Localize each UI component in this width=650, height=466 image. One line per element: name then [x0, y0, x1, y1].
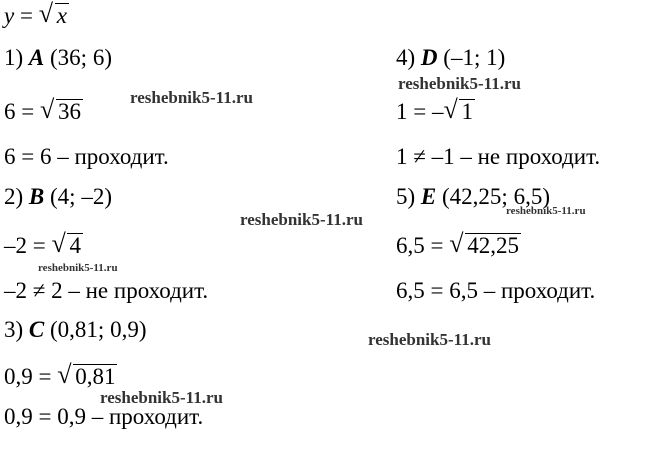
radical-sign: √ [39, 95, 55, 124]
sqrt-expression [449, 229, 521, 260]
function-equals: = [14, 3, 39, 28]
sqrt-expression [443, 95, 475, 126]
point-number: 4) [396, 45, 421, 70]
point-1-substitution [4, 95, 83, 126]
point-coords: (0,81; 0,9) [44, 317, 147, 342]
point-3-title [4, 316, 146, 344]
point-3-substitution [4, 360, 117, 391]
watermark: reshebnik5-11.ru [38, 262, 118, 274]
sqrt-expression [39, 95, 83, 126]
equation-lhs: –2 = [4, 233, 52, 258]
point-coords: (–1; 1) [437, 45, 506, 70]
radicand: 4 [69, 233, 81, 258]
point-3-result: 0,9 = 0,9 – проходит. [4, 404, 204, 429]
point-coords: (36; 6) [44, 45, 112, 70]
radicand: x [56, 3, 67, 28]
watermark: reshebnik5-11.ru [130, 88, 253, 107]
point-letter: B [28, 184, 45, 209]
point-coords: (42,25; 6,5) [436, 184, 550, 209]
equation-lhs: 6,5 = [396, 233, 450, 258]
point-4-result: 1 ≠ –1 – не проходит. [396, 144, 601, 169]
point-1-result: 6 = 6 – проходит. [4, 144, 169, 169]
watermark: reshebnik5-11.ru [398, 74, 521, 93]
point-4-substitution [396, 95, 475, 126]
point-letter: E [420, 184, 437, 209]
point-number: 1) [4, 45, 29, 70]
radicand: 1 [461, 99, 473, 124]
point-number: 5) [396, 184, 421, 209]
radical-sign: √ [51, 229, 66, 258]
point-letter: A [28, 45, 45, 70]
equation-lhs: 1 = – [396, 99, 444, 124]
point-number: 2) [4, 184, 29, 209]
point-1-title [4, 44, 112, 72]
point-5-result: 6,5 = 6,5 – проходит. [396, 278, 596, 303]
radicand: 42,25 [467, 233, 519, 258]
point-letter: C [28, 317, 45, 342]
point-2-result: –2 ≠ 2 – не проходит. [4, 278, 209, 303]
point-2-substitution [4, 229, 83, 260]
radicand: 0,81 [75, 364, 116, 389]
watermark: reshebnik5-11.ru [368, 330, 491, 349]
radical-sign: √ [449, 229, 464, 258]
watermark: reshebnik5-11.ru [100, 388, 223, 407]
point-number: 3) [4, 317, 29, 342]
function-definition [4, 2, 69, 30]
sqrt-expression [57, 360, 117, 391]
radical-sign: √ [57, 360, 72, 389]
watermark: reshebnik5-11.ru [506, 205, 586, 217]
point-2-title [4, 183, 112, 211]
equation-lhs: 6 = [4, 99, 40, 124]
point-4-title [396, 44, 505, 72]
watermark: reshebnik5-11.ru [240, 210, 363, 229]
radicand: 36 [57, 99, 81, 124]
radical-sign: √ [443, 95, 458, 124]
radical-sign: √ [38, 0, 53, 28]
point-coords: (4; –2) [44, 184, 112, 209]
sqrt-expression [51, 229, 83, 260]
point-letter: D [420, 45, 438, 70]
sqrt-expression [39, 2, 69, 30]
point-5-substitution [396, 229, 521, 260]
function-lhs: y [4, 3, 15, 28]
equation-lhs: 0,9 = [4, 364, 58, 389]
